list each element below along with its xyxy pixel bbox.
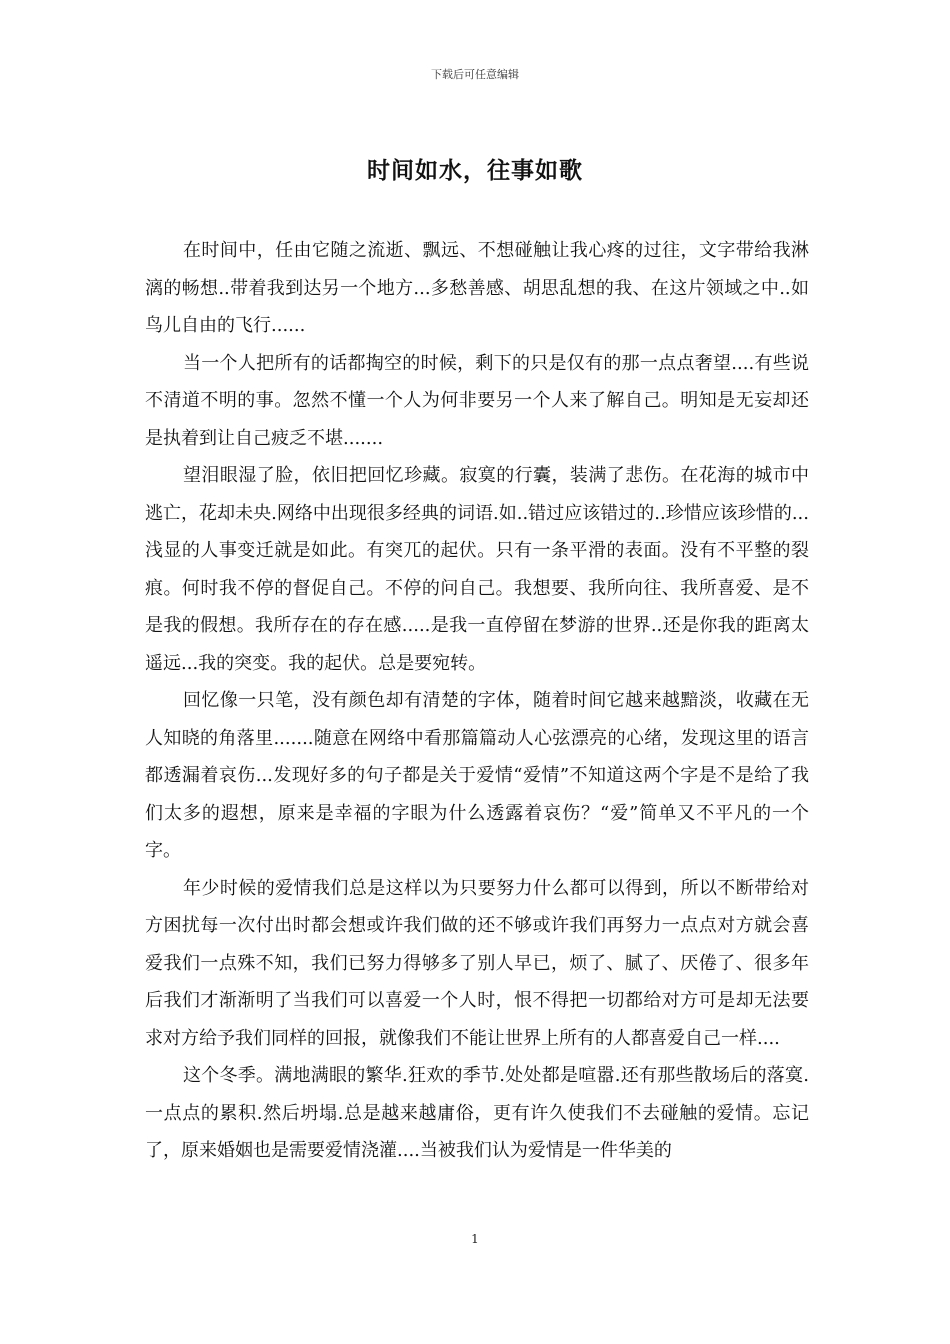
paragraph-4: 回忆像一只笔，没有颜色却有清楚的字体，随着时间它越来越黯淡，收藏在无人知晓的角落里.......随意在网络中看那篇篇动人心弦漂亮的心绪，发现这里的语言都透漏着哀伤...发现好多的句子都是关于爱情“爱情”不知道这两个字是不是给了我们太多的遐想，原来是幸福的字眼为什么透露着哀伤？“爱”简单又不平凡的一个字。 [145,690,809,861]
paragraph-3: 望泪眼湿了脸，依旧把回忆珍藏。寂寞的行囊，装满了悲伤。在花海的城市中逃亡，花却未央.网络中出现很多经典的词语.如..错过应该错过的..珍惜应该珍惜的...浅显的人事变迁就是如此。有突兀的起伏。只有一条平滑的表面。没有不平整的裂痕。何时我不停的督促自己。不停的问自己。我想要、我所向往、我所喜爱、是不是我的假想。我所存在的存在感.....是我一直停留在梦游的世界..还是你我的距离太遥远...我的突变。我的起伏。总是要宛转。 [145,465,809,674]
header-note: 下载后可任意编辑 [431,68,519,81]
document-body [145,232,809,1170]
document-title: 时间如水，往事如歌 [367,158,583,184]
page-number: 1 [471,1232,479,1246]
paragraph-6: 这个冬季。满地满眼的繁华.狂欢的季节.处处都是喧嚣.还有那些散场后的落寞.一点点的累积.然后坍塌.总是越来越庸俗，更有许久使我们不去碰触的爱情。忘记了，原来婚姻也是需要爱情浇灌....当被我们认为爱情是一件华美的 [145,1065,809,1161]
paragraph-5: 年少时候的爱情我们总是这样以为只要努力什么都可以得到，所以不断带给对方困扰每一次付出时都会想或许我们做的还不够或许我们再努力一点点对方就会喜爱我们一点殊不知，我们已努力得够多了别人早已，烦了、腻了、厌倦了、很多年后我们才渐渐明了当我们可以喜爱一个人时，恨不得把一切都给对方可是却无法要求对方给予我们同样的回报，就像我们不能让世界上所有的人都喜爱自己一样.... [145,877,809,1049]
paragraph-1: 在时间中，任由它随之流逝、飘远、不想碰触让我心疼的过往，文字带给我淋漓的畅想..带着我到达另一个地方...多愁善感、胡思乱想的我、在这片领域之中..如鸟儿自由的飞行...... [145,240,809,336]
paragraph-2: 当一个人把所有的话都掏空的时候，剩下的只是仅有的那一点点奢望....有些说不清道不明的事。忽然不懂一个人为何非要另一个人来了解自己。明知是无妄却还是执着到让自己疲乏不堪....... [145,352,809,449]
